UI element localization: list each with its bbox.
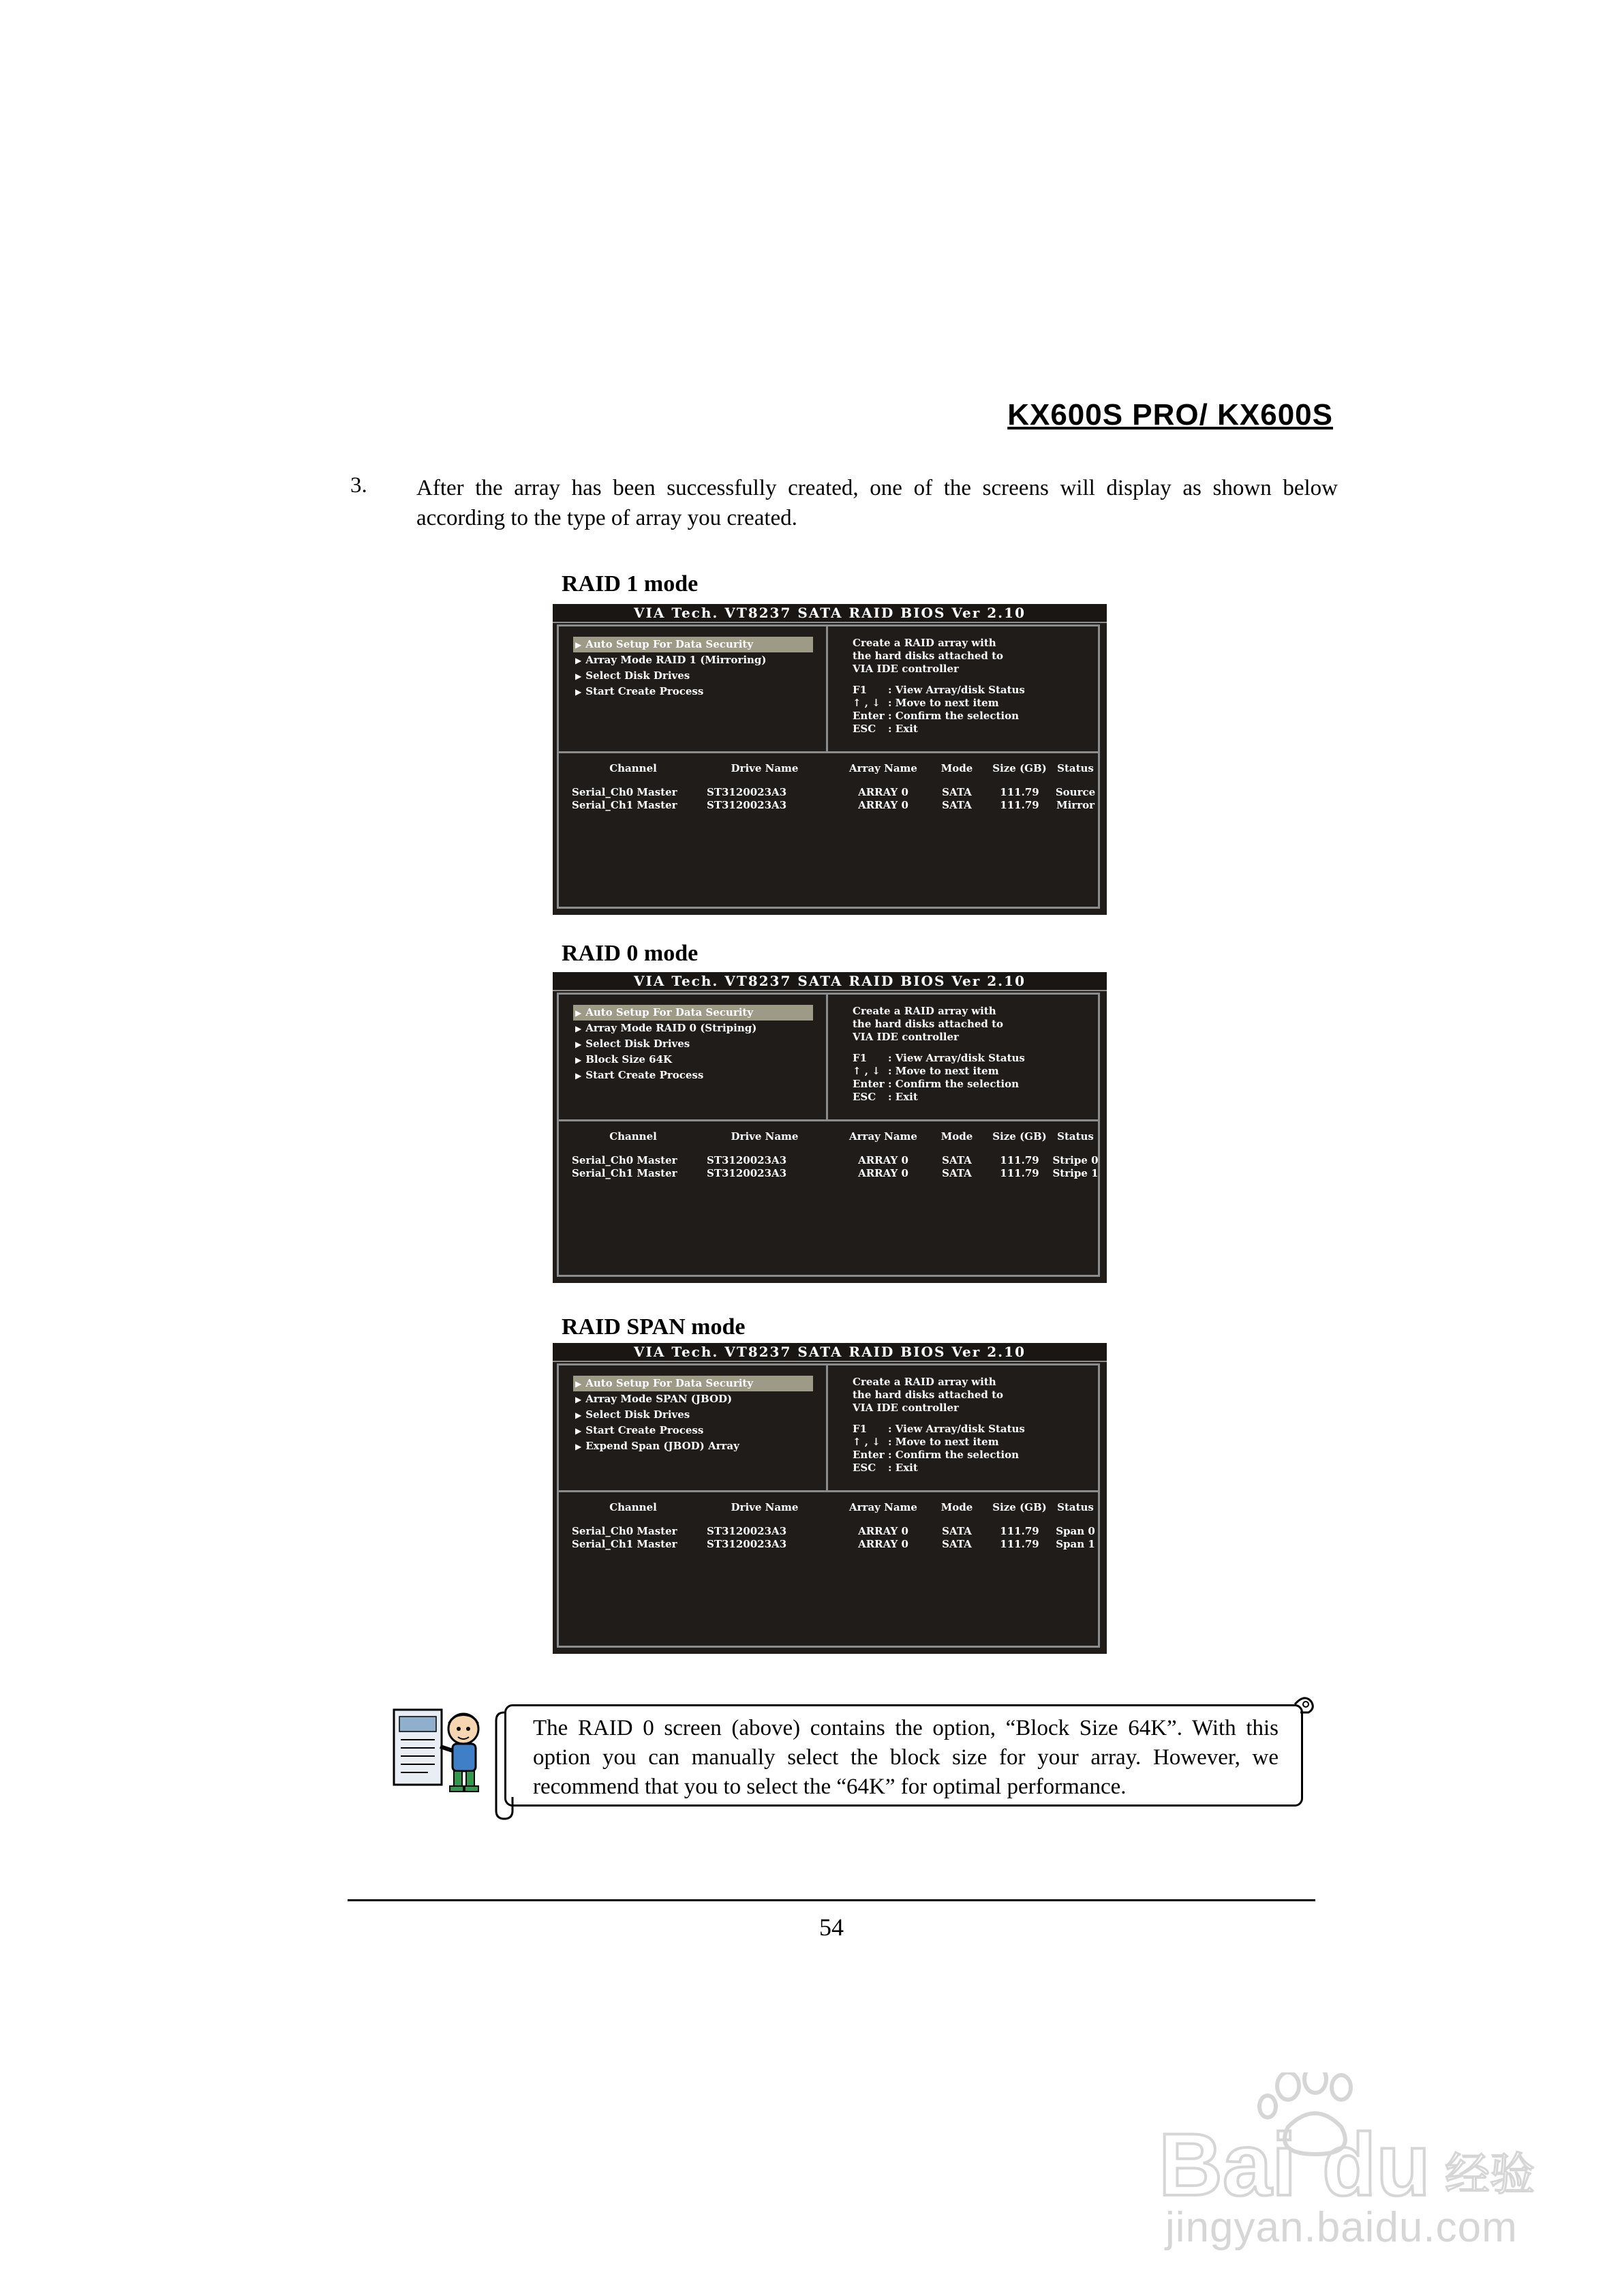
bios-divider-horizontal xyxy=(557,1490,1100,1492)
help-key-row: F1 : View Array/disk Status xyxy=(853,1052,1025,1064)
bios-screen-raid0: VIA Tech. VT8237 SATA RAID BIOS Ver 2.10 ▶ Auto Setup For Data Security ▶ Array Mode RAID 0 (Striping) ▶ Select Disk Drives ▶ Block Size 64K ▶ Start Create Process Create a RAID array with the hard disks attached to VIA IDE controller F1 : View Array/disk Status ↑ , ↓ : Move to next item Enter : Confirm the selection ESC : Exit Channel Drive Name Array Name Mode Size (GB) Status Serial_Ch0 Master ST3120023A3 ARRAY 0 SATA 111.79 Stripe 0 Serial_Ch1 Master ST3120023A3 ARRAY 0 SATA 111.79 Stripe 1 xyxy=(553,972,1107,1283)
menu-item-array-mode[interactable]: ▶ Array Mode RAID 0 (Striping) xyxy=(575,1022,757,1034)
menu-item-array-mode[interactable]: ▶ Array Mode SPAN (JBOD) xyxy=(575,1393,733,1405)
triangle-right-icon: ▶ xyxy=(575,1426,582,1436)
menu-item-start-create-process[interactable]: ▶ Start Create Process xyxy=(575,1424,704,1436)
bios-menu xyxy=(573,1005,813,1083)
bios-divider-horizontal xyxy=(557,751,1100,753)
manual-header-title: KX600S PRO/ KX600S xyxy=(1007,398,1333,432)
reading-person-icon xyxy=(391,1703,493,1798)
help-key-row: Enter : Confirm the selection xyxy=(853,1078,1020,1090)
triangle-right-icon: ▶ xyxy=(575,1410,582,1420)
bios-help-panel: Create a RAID array with the hard disks attached to VIA IDE controller F1 : View Array/disk Status ↑ , ↓ : Move to next item Enter : Confirm the selection ESC : Exit xyxy=(853,637,1091,736)
triangle-right-icon: ▶ xyxy=(575,1008,582,1018)
menu-item-auto-setup[interactable]: ▶ Auto Setup For Data Security xyxy=(573,637,813,652)
help-key-row: ↑ , ↓ : Move to next item xyxy=(853,697,999,709)
menu-item-auto-setup[interactable]: ▶ Auto Setup For Data Security xyxy=(573,1376,813,1391)
help-key-row: ESC : Exit xyxy=(853,1462,918,1474)
page-number: 54 xyxy=(819,1914,844,1941)
svg-text:Bai: Bai xyxy=(1159,2115,1297,2209)
help-key-row: ↑ , ↓ : Move to next item xyxy=(853,1065,999,1077)
help-key-row: Enter : Confirm the selection xyxy=(853,1449,1020,1461)
bios-title: VIA Tech. VT8237 SATA RAID BIOS Ver 2.10 xyxy=(553,1343,1107,1362)
bios-divider-vertical xyxy=(826,1365,828,1492)
help-key-row: ESC : Exit xyxy=(853,723,918,735)
raid-span-mode-label: RAID SPAN mode xyxy=(562,1314,746,1340)
triangle-right-icon: ▶ xyxy=(575,1024,582,1033)
raid0-mode-label: RAID 0 mode xyxy=(562,941,699,966)
step-number: 3. xyxy=(350,473,367,498)
baidu-paw-logo xyxy=(1159,2072,1540,2209)
triangle-right-icon: ▶ xyxy=(575,1040,582,1049)
menu-item-start-create-process[interactable]: ▶ Start Create Process xyxy=(575,685,704,697)
raid1-mode-label: RAID 1 mode xyxy=(562,571,699,596)
help-key-row: Enter : Confirm the selection xyxy=(853,710,1020,722)
bios-divider-vertical xyxy=(826,994,828,1121)
menu-item-array-mode[interactable]: ▶ Array Mode RAID 1 (Mirroring) xyxy=(575,654,767,666)
triangle-right-icon: ▶ xyxy=(575,1379,582,1389)
watermark-url: jingyan.baidu.com xyxy=(1165,2204,1518,2251)
bios-title: VIA Tech. VT8237 SATA RAID BIOS Ver 2.10 xyxy=(553,972,1107,991)
triangle-right-icon: ▶ xyxy=(575,656,582,665)
bios-help-panel: Create a RAID array with the hard disks attached to VIA IDE controller F1 : View Array/disk Status ↑ , ↓ : Move to next item Enter : Confirm the selection ESC : Exit xyxy=(853,1005,1091,1104)
menu-item-select-disk-drives[interactable]: ▶ Select Disk Drives xyxy=(575,1408,690,1421)
triangle-right-icon: ▶ xyxy=(575,1442,582,1451)
bios-menu xyxy=(573,637,813,699)
triangle-right-icon: ▶ xyxy=(575,687,582,697)
bios-title: VIA Tech. VT8237 SATA RAID BIOS Ver 2.10 xyxy=(553,604,1107,623)
triangle-right-icon: ▶ xyxy=(575,671,582,681)
bios-screen-raid1: VIA Tech. VT8237 SATA RAID BIOS Ver 2.10 ▶ Auto Setup For Data Security ▶ Array Mode RAID 1 (Mirroring) ▶ Select Disk Drives ▶ Start Create Process Create a RAID array with the hard disks attached to VIA IDE controller F1 : View Array/disk Status ↑ , ↓ : Move to next item Enter : Confirm the selection ESC : Exit Channel Drive Name Array Name Mode Size (GB) Status Serial_Ch0 Master ST3120023A3 ARRAY 0 SATA 111.79 Source Serial_Ch1 Master ST3120023A3 ARRAY 0 SATA 111.79 Mirror xyxy=(553,604,1107,915)
bios-help-panel: Create a RAID array with the hard disks attached to VIA IDE controller F1 : View Array/disk Status ↑ , ↓ : Move to next item Enter : Confirm the selection ESC : Exit xyxy=(853,1376,1091,1475)
bios-divider-vertical xyxy=(826,626,828,753)
svg-text:du: du xyxy=(1322,2115,1430,2209)
note-text: The RAID 0 screen (above) contains the option, “Block Size 64K”. With this option you can manually select the block size for your array. However, we recommend that you to select the “64K” for optimal performance. xyxy=(533,1716,1279,1799)
triangle-right-icon: ▶ xyxy=(575,1395,582,1404)
menu-item-select-disk-drives[interactable]: ▶ Select Disk Drives xyxy=(575,1038,690,1050)
triangle-right-icon: ▶ xyxy=(575,1071,582,1081)
help-key-row: ESC : Exit xyxy=(853,1091,918,1103)
menu-item-start-create-process[interactable]: ▶ Start Create Process xyxy=(575,1069,704,1081)
triangle-right-icon: ▶ xyxy=(575,640,582,650)
bios-screen-raid-span: VIA Tech. VT8237 SATA RAID BIOS Ver 2.10 ▶ Auto Setup For Data Security ▶ Array Mode SPAN (JBOD) ▶ Select Disk Drives ▶ Start Create Process ▶ Expend Span (JBOD) Array Create a RAID array with the hard disks attached to VIA IDE controller F1 : View Array/disk Status ↑ , ↓ : Move to next item Enter : Confirm the selection ESC : Exit Channel Drive Name Array Name Mode Size (GB) Status Serial_Ch0 Master ST3120023A3 ARRAY 0 SATA 111.79 Span 0 Serial_Ch1 Master ST3120023A3 ARRAY 0 SATA 111.79 Span 1 xyxy=(553,1343,1107,1654)
help-key-row: F1 : View Array/disk Status xyxy=(853,1423,1025,1435)
step-text: After the array has been successfully created, one of the screens will display as shown below according to the type of array you created. xyxy=(416,476,1338,530)
footer-divider xyxy=(348,1899,1315,1901)
menu-item-select-disk-drives[interactable]: ▶ Select Disk Drives xyxy=(575,669,690,682)
svg-text:经验: 经验 xyxy=(1445,2148,1535,2201)
bios-divider-horizontal xyxy=(557,1119,1100,1121)
menu-item-expend-span-array[interactable]: ▶ Expend Span (JBOD) Array xyxy=(575,1440,739,1452)
bios-menu xyxy=(573,1376,813,1454)
triangle-right-icon: ▶ xyxy=(575,1055,582,1065)
help-key-row: F1 : View Array/disk Status xyxy=(853,684,1025,696)
menu-item-auto-setup[interactable]: ▶ Auto Setup For Data Security xyxy=(573,1005,813,1021)
help-key-row: ↑ , ↓ : Move to next item xyxy=(853,1436,999,1448)
menu-item-block-size[interactable]: ▶ Block Size 64K xyxy=(575,1053,673,1066)
